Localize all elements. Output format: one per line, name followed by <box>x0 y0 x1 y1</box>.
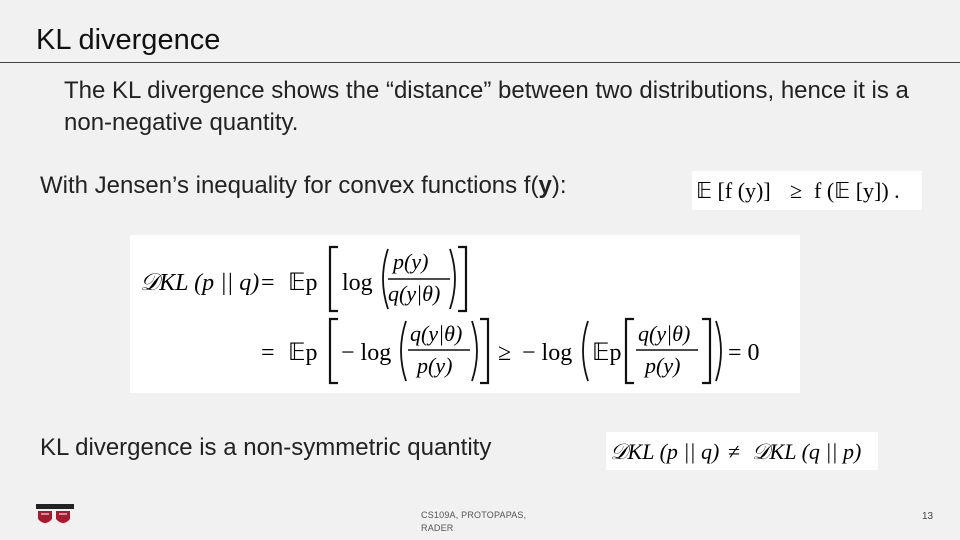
symmetry-rhs: 𝒟KL (q || p) <box>752 439 862 464</box>
kl-line2-denominator2: p(y) <box>645 353 681 378</box>
jensen-rhs: f (𝔼 [y]) . <box>814 178 900 203</box>
intro-paragraph: The KL divergence shows the “distance” between two distributions, hence it is a non-negative quantity. <box>64 77 909 136</box>
symmetry-statement: KL divergence is a non-symmetric quantity <box>40 434 492 461</box>
bracket-left-3 <box>626 319 634 383</box>
logo-wordmark-bar <box>36 504 74 509</box>
paren-left-2 <box>401 321 406 381</box>
kl-line1-numerator: p(y) <box>393 249 429 274</box>
kl-line1-expectation: 𝔼p <box>288 270 318 296</box>
jensen-suffix: ): <box>551 172 567 199</box>
bracket-right-2 <box>480 319 488 383</box>
symmetry-equation-image <box>606 432 878 470</box>
symmetry-relation: ≠ <box>728 439 741 464</box>
bracket-left-2 <box>330 319 338 383</box>
kl-line2-geq: ≥ <box>498 340 512 366</box>
symmetry-lhs: 𝒟KL (p || q) <box>610 439 720 464</box>
kl-line1-log: log <box>342 270 373 296</box>
paren-right-2 <box>472 321 477 381</box>
university-logo <box>34 501 76 528</box>
kl-lhs: 𝒟KL (p || q) <box>140 270 260 296</box>
bracket-right-3 <box>702 319 710 383</box>
kl-line2-neglog2: − log <box>522 340 573 366</box>
paren-right-3 <box>716 321 721 381</box>
paren-right-1 <box>450 249 455 309</box>
kl-line2-expectation2: 𝔼p <box>592 340 622 366</box>
kl-line2-denominator: p(y) <box>417 353 453 378</box>
jensen-prefix: With Jensen’s inequality for convex functions f( <box>40 172 539 199</box>
kl-line1-denominator: q(y|θ) <box>388 281 441 306</box>
kl-line2-numerator: q(y|θ) <box>410 321 463 346</box>
kl-line2-numerator2: q(y|θ) <box>638 321 691 346</box>
logo-shield-right <box>56 511 70 523</box>
page-number: 13 <box>922 511 934 522</box>
kl-line2-equals: = <box>261 340 275 366</box>
logo-shield-left <box>38 511 52 523</box>
kl-line2-neglog: − log <box>341 340 392 366</box>
jensen-variable: y <box>538 172 552 199</box>
bracket-right-1 <box>458 247 466 311</box>
title-divider <box>0 62 960 63</box>
kl-derivation-image <box>130 235 800 393</box>
jensen-statement <box>40 172 567 200</box>
jensen-equation-image <box>692 171 922 210</box>
kl-line2-expectation: 𝔼p <box>288 340 318 366</box>
footer-course-info <box>421 509 526 535</box>
footer-course-line2: RADER <box>421 523 454 533</box>
paren-left-3 <box>583 321 588 381</box>
jensen-lhs: 𝔼 [f (y)] <box>696 178 771 203</box>
kl-line2-result: = 0 <box>728 340 760 366</box>
footer-course-line1: CS109A, PROTOPAPAS, <box>421 510 527 520</box>
bracket-left-1 <box>330 247 338 311</box>
slide-title: KL divergence <box>36 24 221 56</box>
jensen-relation: ≥ <box>790 178 803 203</box>
kl-line1-equals: = <box>261 270 275 296</box>
